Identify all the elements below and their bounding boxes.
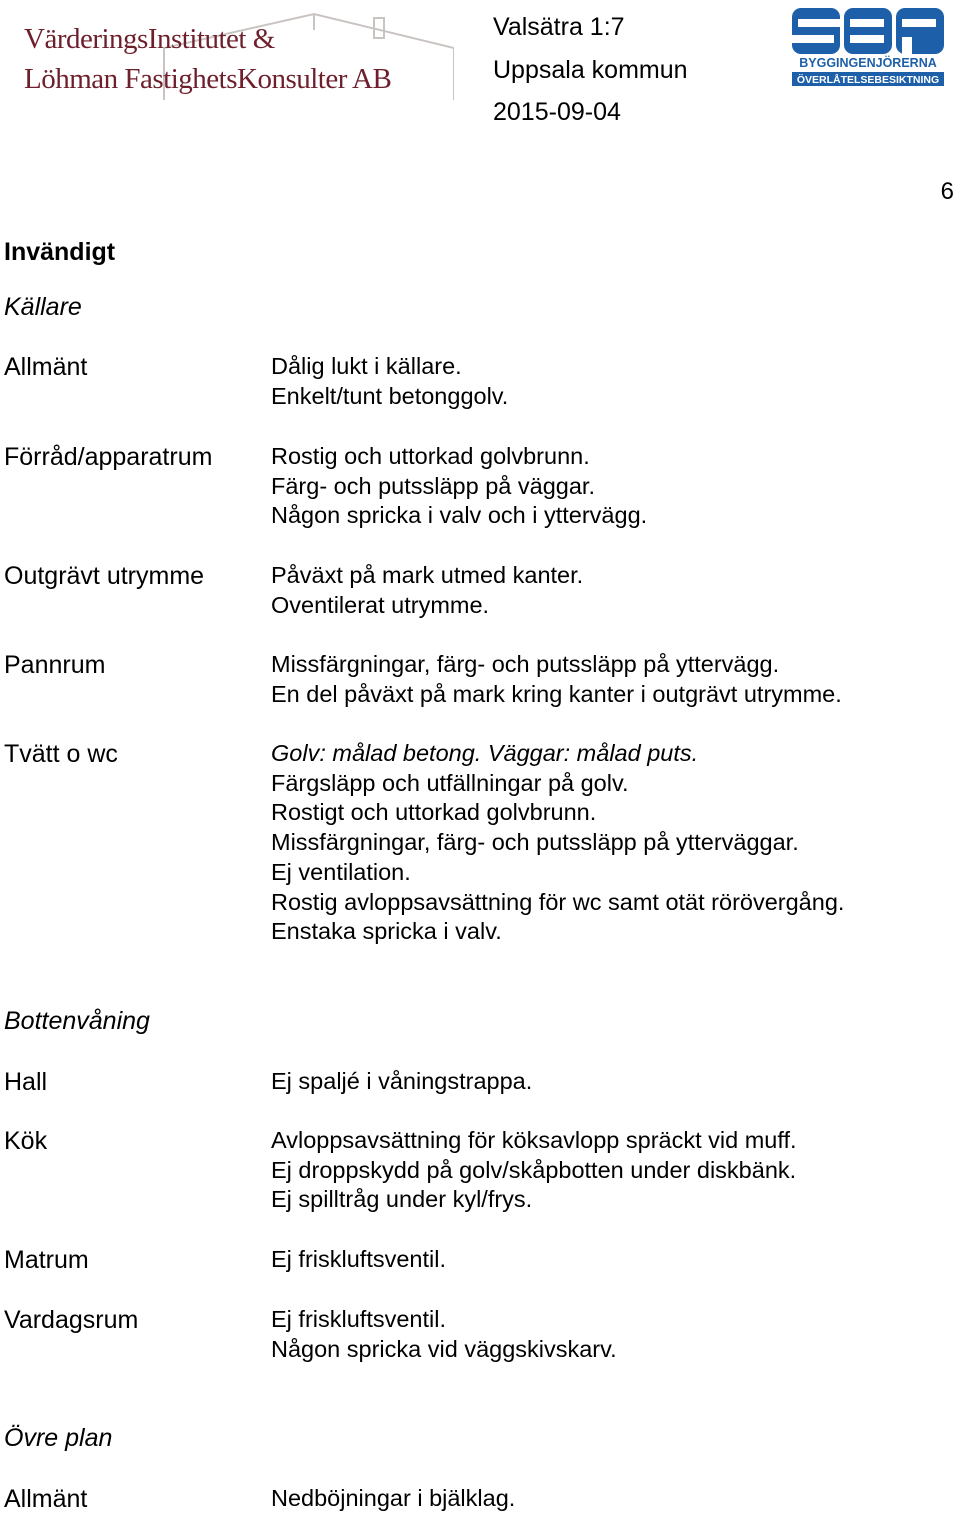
text-line: Rostigt och uttorkad golvbrunn. [271, 799, 597, 826]
text-line: Någon spricka i valv och i yttervägg. [271, 502, 648, 529]
row-label: Allmänt [4, 1485, 88, 1513]
row-label: Tvätt o wc [4, 740, 118, 768]
text-line: Missfärgningar, färg- och putssläpp på ytterväggar. [271, 829, 799, 856]
text-line: Ej spilltråg under kyl/frys. [271, 1186, 533, 1213]
row-label: Kök [4, 1127, 48, 1155]
report-date: 2015-09-04 [493, 98, 621, 126]
sbr-logo-graphic [790, 6, 946, 88]
row-label: Matrum [4, 1246, 89, 1274]
text-line: Rostig och uttorkad golvbrunn. [271, 443, 590, 469]
sbr-logo-line1: BYGGINGENJÖRERNA [799, 56, 937, 70]
row-text [271, 1245, 446, 1275]
row-text [271, 352, 508, 411]
row-label: Pannrum [4, 651, 106, 679]
sbr-logo-line2: ÖVERLÅTELSEBESIKTNING [796, 74, 940, 86]
property-designation: Valsätra 1:7 [493, 13, 625, 41]
row-text [271, 561, 583, 620]
text-line: Oventilerat utrymme. [271, 591, 490, 618]
company-logo [14, 8, 454, 104]
text-line: Enkelt/tunt betonggolv. [271, 382, 509, 409]
row-text [271, 1305, 617, 1364]
text-line: Ej friskluftsventil. [271, 1246, 446, 1272]
row-text [271, 1484, 515, 1514]
page-header [0, 0, 960, 126]
row-text [271, 1067, 532, 1097]
row-text [271, 739, 844, 947]
subsection-title-kallare: Källare [4, 293, 82, 321]
text-line: Rostig avloppsavsättning för wc samt otät rörövergång. [271, 888, 845, 915]
row-text [271, 442, 647, 531]
text-line: Ej droppskydd på golv/skåpbotten under diskbänk. [271, 1156, 797, 1183]
text-line: Avloppsavsättning för köksavlopp spräckt vid muff. [271, 1127, 797, 1153]
company-name-line2: Löhman FastighetsKonsulter AB [24, 63, 392, 95]
subsection-title-bottenvaning: Bottenvåning [4, 1007, 150, 1035]
text-line: Påväxt på mark utmed kanter. [271, 562, 584, 588]
text-line: Dålig lukt i källare. [271, 353, 462, 379]
text-line: Ej ventilation. [271, 858, 411, 885]
row-label: Outgrävt utrymme [4, 562, 205, 590]
text-line: Någon spricka vid väggskivskarv. [271, 1335, 617, 1362]
row-label: Hall [4, 1068, 48, 1096]
text-line: Missfärgningar, färg- och putssläpp på yttervägg. [271, 651, 780, 677]
row-label: Förråd/apparatrum [4, 443, 213, 471]
row-text [271, 650, 842, 709]
section-title: Invändigt [4, 238, 116, 266]
subsection-title-ovre-plan: Övre plan [4, 1424, 113, 1452]
text-line: Ej spaljé i våningstrappa. [271, 1068, 533, 1094]
text-line: Enstaka spricka i valv. [271, 918, 502, 945]
row-label: Vardagsrum [4, 1306, 139, 1334]
page-number: 6 [940, 178, 954, 205]
sbr-logo [790, 6, 946, 88]
text-line: Färgsläpp och utfällningar på golv. [271, 769, 629, 796]
text-line: Golv: målad betong. Väggar: målad puts. [271, 740, 699, 766]
row-text [271, 1126, 797, 1215]
property-info [493, 6, 688, 134]
row-label: Allmänt [4, 353, 88, 381]
text-line: En del påväxt på mark kring kanter i outgrävt utrymme. [271, 680, 842, 707]
municipality: Uppsala kommun [493, 55, 688, 84]
company-name-line1: VärderingsInstitutet & [24, 23, 275, 55]
text-line: Ej friskluftsventil. [271, 1306, 446, 1332]
text-line: Färg- och putssläpp på väggar. [271, 472, 595, 499]
text-line: Nedböjningar i bjälklag. [271, 1485, 516, 1511]
